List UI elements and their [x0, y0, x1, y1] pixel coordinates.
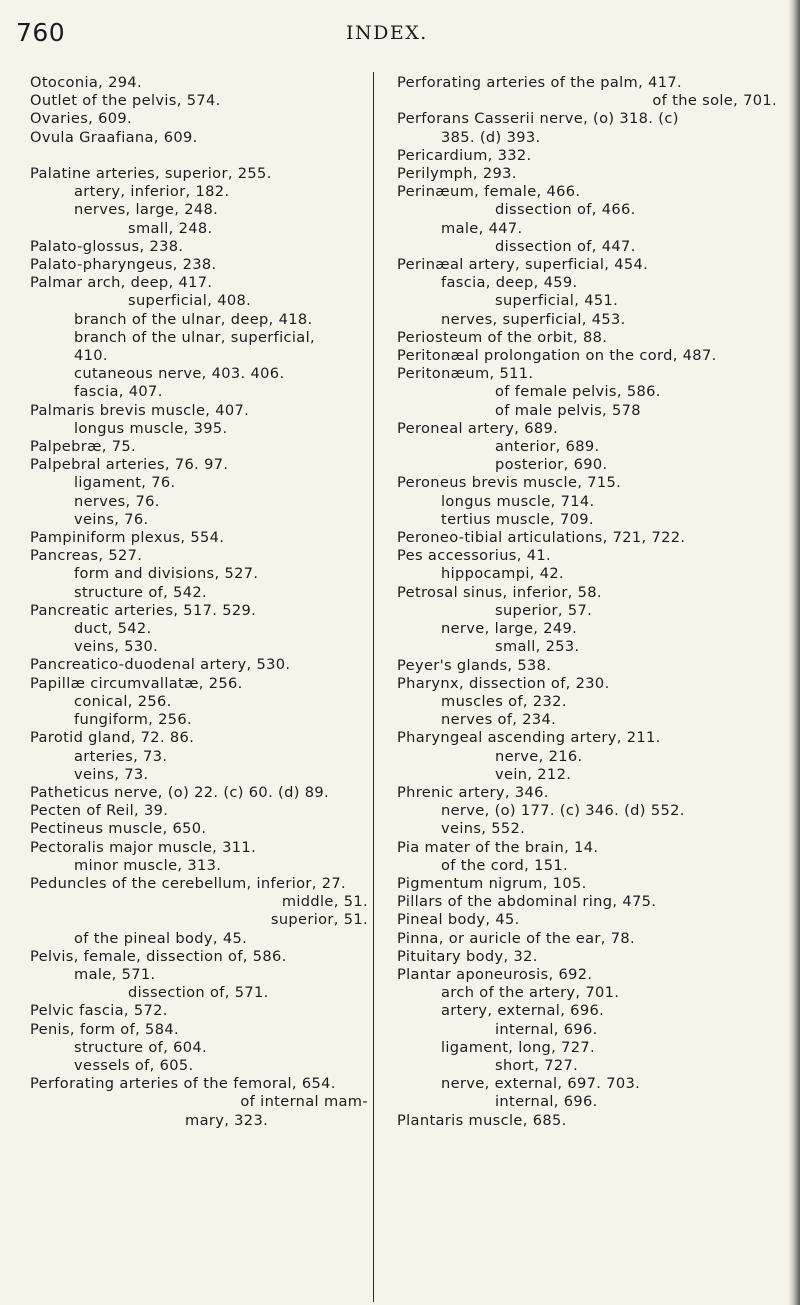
index-entry: Peduncles of the cerebellum, inferior, 27.	[30, 874, 346, 892]
index-entry: veins, 73.	[74, 765, 149, 783]
index-entry: male, 571.	[74, 965, 156, 983]
index-entry: 385. (d) 393.	[441, 128, 541, 146]
index-entry: Perinæal artery, superficial, 454.	[397, 256, 649, 274]
index-entry: vein, 212.	[495, 765, 572, 783]
index-entry: Outlet of the pelvis, 574.	[30, 92, 221, 110]
index-entry: Peroneus brevis muscle, 715.	[397, 474, 622, 492]
index-entry: Palatine arteries, superior, 255.	[30, 165, 272, 182]
index-entry: longus muscle, 395.	[74, 419, 228, 437]
index-entry: cutaneous nerve, 403. 406.	[74, 365, 285, 383]
index-entry: Pigmentum nigrum, 105.	[397, 874, 587, 892]
index-entry: Ovula Graafiana, 609.	[30, 128, 198, 146]
index-entry: hippocampi, 42.	[441, 565, 564, 583]
index-entry: Pharyngeal ascending artery, 211.	[397, 729, 661, 747]
index-entry: of internal mam-	[240, 1093, 368, 1111]
index-entry: Perforating arteries of the palm, 417.	[397, 74, 682, 91]
index-entry: Pectineus muscle, 650.	[30, 820, 207, 838]
index-entry: superior, 51.	[270, 911, 368, 929]
index-entry: nerve, large, 249.	[441, 620, 578, 638]
index-entry: superior, 57.	[495, 601, 593, 619]
index-entry: of the pineal body, 45.	[74, 929, 248, 947]
index-entry: fascia, 407.	[74, 383, 163, 401]
index-entry: Papillæ circumvallatæ, 256.	[30, 674, 243, 692]
index-entry: Periosteum of the orbit, 88.	[397, 328, 608, 346]
index-entry: internal, 696.	[495, 1093, 598, 1111]
index-entry: artery, external, 696.	[441, 1002, 605, 1020]
index-entry: ligament, long, 727.	[441, 1038, 596, 1056]
column-divider	[373, 72, 374, 1302]
index-entry: vessels of, 605.	[74, 1056, 194, 1074]
index-entry: arch of the artery, 701.	[441, 984, 620, 1002]
index-entry: artery, inferior, 182.	[74, 183, 230, 201]
index-entry: Pecten of Reil, 39.	[30, 802, 169, 820]
index-entry: Parotid gland, 72. 86.	[30, 729, 195, 747]
index-entry: fungiform, 256.	[74, 711, 193, 729]
index-column-right	[397, 74, 777, 1130]
index-entry: muscles of, 232.	[441, 692, 567, 710]
index-entry: Palato-glossus, 238.	[30, 237, 184, 255]
index-entry: Palato-pharyngeus, 238.	[30, 256, 217, 274]
index-entry: Peroneal artery, 689.	[397, 419, 559, 437]
index-entry: short, 727.	[495, 1056, 579, 1074]
index-entry: 410.	[74, 347, 108, 365]
index-entry: branch of the ulnar, superficial,	[74, 328, 315, 346]
index-entry: of female pelvis, 586.	[495, 383, 661, 401]
index-entry: Penis, form of, 584.	[30, 1020, 179, 1038]
index-entry: dissection of, 466.	[495, 201, 636, 219]
index-entry: Palpebræ, 75.	[30, 438, 137, 456]
index-entry: dissection of, 571.	[128, 984, 269, 1002]
index-entry: Pericardium, 332.	[397, 146, 532, 164]
index-entry: small, 253.	[495, 638, 580, 656]
index-entry: Pancreas, 527.	[30, 547, 143, 565]
index-entry: Pia mater of the brain, 14.	[397, 838, 599, 856]
index-entry: Pelvic fascia, 572.	[30, 1002, 168, 1020]
index-entry: Peroneo-tibial articulations, 721, 722.	[397, 529, 686, 547]
index-entry: Pancreatico-duodenal artery, 530.	[30, 656, 291, 674]
index-entry: Pampiniform plexus, 554.	[30, 529, 225, 547]
index-entry: structure of, 542.	[74, 583, 208, 601]
index-entry: small, 248.	[128, 219, 213, 237]
index-entry: arteries, 73.	[74, 747, 168, 765]
index-entry: Plantaris muscle, 685.	[397, 1111, 567, 1129]
index-entry: Pituitary body, 32.	[397, 947, 538, 965]
index-entry: of male pelvis, 578	[495, 401, 641, 419]
index-entry: of the cord, 151.	[441, 856, 568, 874]
index-entry: Perilymph, 293.	[397, 165, 517, 183]
index-entry: Perinæum, female, 466.	[397, 183, 581, 201]
index-entry: Peritonæum, 511.	[397, 365, 534, 383]
index-entry: Pancreatic arteries, 517. 529.	[30, 601, 257, 619]
index-entry: Patheticus nerve, (o) 22. (c) 60. (d) 89.	[30, 783, 329, 801]
index-entry: Palmaris brevis muscle, 407.	[30, 401, 250, 419]
index-entry: veins, 552.	[441, 820, 526, 838]
index-entry: Perforating arteries of the femoral, 654.	[30, 1075, 336, 1093]
index-entry: conical, 256.	[74, 692, 172, 710]
index-entry: of the sole, 701.	[652, 92, 777, 110]
index-entry: Plantar aponeurosis, 692.	[397, 965, 593, 983]
index-entry: veins, 530.	[74, 638, 159, 656]
page-header	[16, 18, 786, 52]
running-head: INDEX.	[346, 22, 428, 44]
index-entry: nerve, (o) 177. (c) 346. (d) 552.	[441, 802, 685, 820]
index-entry: nerves, 76.	[74, 492, 160, 510]
index-entry: mary, 323.	[185, 1111, 269, 1129]
index-entry: male, 447.	[441, 219, 523, 237]
index-entry: superficial, 451.	[495, 292, 619, 310]
index-entry: Palmar arch, deep, 417.	[30, 274, 213, 292]
index-entry: Peritonæal prolongation on the cord, 487.	[397, 347, 717, 365]
index-entry: Pectoralis major muscle, 311.	[30, 838, 257, 856]
index-entry: posterior, 690.	[495, 456, 608, 474]
index-entry: longus muscle, 714.	[441, 492, 595, 510]
index-entry: nerve, 216.	[495, 747, 583, 765]
index-entry: Palpebral arteries, 76. 97.	[30, 456, 229, 474]
index-entry: nerves of, 234.	[441, 711, 557, 729]
index-entry: Perforans Casserii nerve, (o) 318. (c)	[397, 110, 679, 128]
index-entry: ligament, 76.	[74, 474, 176, 492]
index-entry: superficial, 408.	[128, 292, 252, 310]
index-entry: Pineal body, 45.	[397, 911, 520, 929]
index-entry: dissection of, 447.	[495, 237, 636, 255]
index-entry: form and divisions, 527.	[74, 565, 259, 583]
page-edge	[788, 0, 800, 1305]
index-entry: veins, 76.	[74, 510, 149, 528]
index-entry: branch of the ulnar, deep, 418.	[74, 310, 313, 328]
index-entry: internal, 696.	[495, 1020, 598, 1038]
index-entry: Pes accessorius, 41.	[397, 547, 551, 565]
index-entry: fascia, deep, 459.	[441, 274, 578, 292]
index-entry: structure of, 604.	[74, 1038, 208, 1056]
index-entry: nerve, external, 697. 703.	[441, 1075, 641, 1093]
index-entry: Ovaries, 609.	[30, 110, 133, 128]
page-number: 760	[16, 18, 66, 47]
index-entry: Otoconia, 294.	[30, 74, 143, 91]
index-entry: nerves, large, 248.	[74, 201, 219, 219]
index-column-left	[30, 74, 368, 1130]
index-entry: Pelvis, female, dissection of, 586.	[30, 947, 287, 965]
index-entry: Pillars of the abdominal ring, 475.	[397, 893, 657, 911]
index-entry: tertius muscle, 709.	[441, 510, 594, 528]
index-entry: minor muscle, 313.	[74, 856, 222, 874]
index-entry: nerves, superficial, 453.	[441, 310, 626, 328]
index-entry: duct, 542.	[74, 620, 152, 638]
index-entry: middle, 51.	[281, 893, 368, 911]
index-entry: Petrosal sinus, inferior, 58.	[397, 583, 602, 601]
index-entry: Peyer's glands, 538.	[397, 656, 552, 674]
index-entry: Pinna, or auricle of the ear, 78.	[397, 929, 636, 947]
index-entry: anterior, 689.	[495, 438, 600, 456]
index-entry: Pharynx, dissection of, 230.	[397, 674, 610, 692]
index-entry: Phrenic artery, 346.	[397, 783, 549, 801]
